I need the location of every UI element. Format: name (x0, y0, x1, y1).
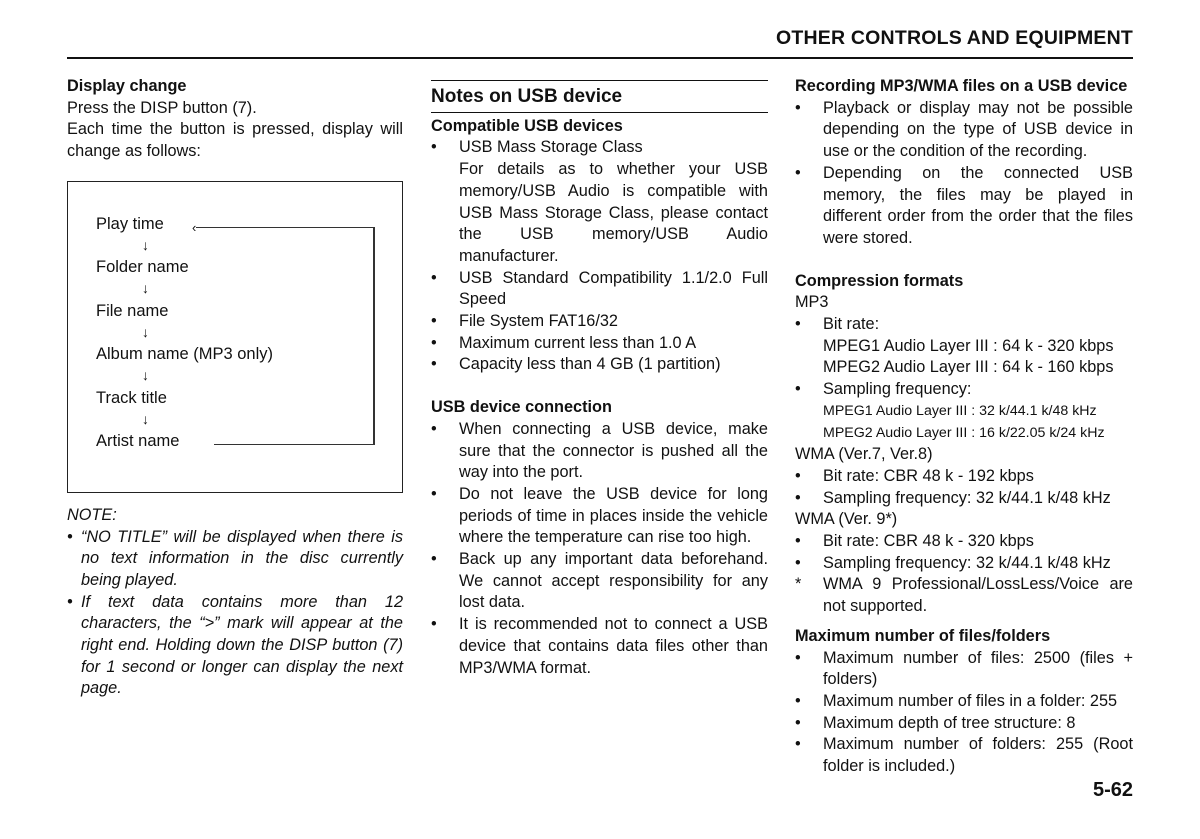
item-text: It is recommended not to connect a USB device that contains data files other than MP3/WMA format. (459, 615, 768, 677)
item-text: Depending on the connected USB memory, the files may be played in different order from the order that the files were stored. (823, 163, 1133, 247)
format-label: MP3 (795, 293, 829, 312)
list-item: • Sampling frequency: (795, 380, 972, 399)
diagram-item: Track title (96, 388, 167, 407)
list-item: • Maximum number of files in a folder: 255 (795, 691, 1118, 710)
display-cycle-diagram (67, 181, 403, 493)
paragraph: For details as to whether your USB memory/USB Audio is compatible with USB Mass Storage Class, please contact the USB memory/USB Audio manufacturer. (459, 160, 768, 265)
item-text: Playback or display may not be possible depending on the type of USB device in use or the condition of the recording. (823, 98, 1133, 161)
note-text: If text data contains more than 12 characters, the “>” mark will appear at the right end. Holding down the DISP button (7) for 1 second or longer can display the next page. (81, 592, 403, 698)
diagram-item: Artist name (96, 431, 180, 450)
spec-line: MPEG2 Audio Layer III : 16 k/22.05 k/24 kHz (823, 424, 1105, 441)
loop-line (214, 444, 374, 446)
item-text: USB Mass Storage Class (459, 138, 643, 157)
item-text: Bit rate: CBR 48 k - 192 kbps (823, 466, 1034, 485)
spec-line: MPEG1 Audio Layer III : 32 k/44.1 k/48 kHz (823, 402, 1097, 419)
loop-line (196, 227, 374, 228)
format-label: WMA (Ver. 9*) (795, 510, 898, 529)
item-text: USB Standard Compatibility 1.1/2.0 Full Speed (459, 268, 768, 309)
item-text: Bit rate: CBR 48 k - 320 kbps (823, 532, 1034, 551)
list-item: • Sampling frequency: 32 k/44.1 k/48 kHz (795, 553, 1111, 572)
compatible-heading: Compatible USB devices (431, 116, 623, 135)
note (67, 505, 403, 700)
list-item: • Maximum depth of tree structure: 8 (795, 713, 1076, 732)
list-item: • Depending on the connected USB memory, the files may be played in different order from the order that the files were stored. (795, 163, 1133, 247)
list-item: • When connecting a USB device, make sure that the connector is pushed all the way into the port. (431, 419, 768, 482)
arrow-down-icon: ↓ (142, 279, 149, 296)
list-item: • Capacity less than 4 GB (1 partition) (431, 355, 721, 374)
note-item: • “NO TITLE” will be displayed when there is no text information in the disc currently being played. (67, 527, 403, 589)
item-text: Back up any important data beforehand. We cannot accept responsibility for any lost data. (459, 550, 768, 612)
loop-line (373, 227, 375, 445)
item-text: Maximum number of files in a folder: 255 (823, 691, 1118, 710)
list-item: • File System FAT16/32 (431, 312, 618, 331)
note-item: • If text data contains more than 12 characters, the “>” mark will appear at the right end. Holding down the DISP button (7) for 1 second or longer can display the next page. (67, 592, 403, 698)
item-text: Bit rate: (823, 315, 880, 334)
item-text: Sampling frequency: 32 k/44.1 k/48 kHz (823, 488, 1111, 507)
list-item: • Sampling frequency: 32 k/44.1 k/48 kHz (795, 488, 1111, 507)
list-item: • Maximum number of files: 2500 (files + folders) (795, 648, 1133, 689)
item-text: Capacity less than 4 GB (1 partition) (459, 355, 721, 374)
footnote: * WMA 9 Professional/LossLess/Voice are not supported. (795, 575, 1133, 616)
list-item: • Bit rate: CBR 48 k - 192 kbps (795, 466, 1034, 485)
item-text: Do not leave the USB device for long periods of time in places inside the vehicle where the temperature can rise too high. (459, 484, 768, 547)
arrow-down-icon: ↓ (142, 236, 149, 253)
middle-column (431, 80, 768, 679)
arrow-down-icon: ↓ (142, 323, 149, 340)
left-column (67, 76, 403, 700)
arrow-down-icon: ↓ (142, 410, 149, 427)
list-item: • It is recommended not to connect a USB device that contains data files other than MP3/WMA format. (431, 615, 768, 677)
item-text: File System FAT16/32 (459, 312, 618, 331)
item-text: WMA 9 Professional/LossLess/Voice are not supported. (823, 575, 1133, 616)
page-number: 5-62 (1092, 779, 1133, 801)
list-item: • Bit rate: CBR 48 k - 320 kbps (795, 532, 1034, 551)
display-change-heading: Display change (67, 77, 187, 95)
max-files-heading: Maximum number of files/folders (795, 626, 1051, 645)
item-text: Sampling frequency: (823, 380, 972, 399)
diagram-item: Album name (MP3 only) (96, 344, 273, 363)
spec-line: MPEG1 Audio Layer III : 64 k - 320 kbps (823, 336, 1114, 355)
header-rule (67, 57, 1133, 59)
arrow-down-icon: ↓ (142, 366, 149, 383)
right-column (795, 76, 1133, 778)
arrow-left-icon: ‹ (192, 219, 197, 235)
compression-heading: Compression formats (795, 271, 964, 290)
diagram-item: File name (96, 301, 169, 320)
paragraph: Press the DISP button (7). (67, 98, 257, 117)
list-item: • Playback or display may not be possible depending on the type of USB device in use or the condition of the recording. (795, 98, 1133, 161)
item-text: Sampling frequency: 32 k/44.1 k/48 kHz (823, 553, 1111, 572)
spec-line: MPEG2 Audio Layer III : 64 k - 160 kbps (823, 358, 1114, 377)
section-header: OTHER CONTROLS AND EQUIPMENT (776, 27, 1133, 49)
list-item: • Maximum number of folders: 255 (Root folder is included.) (795, 735, 1133, 776)
list-item: • USB Standard Compatibility 1.1/2.0 Full Speed (431, 268, 768, 309)
list-item: • Do not leave the USB device for long periods of time in places inside the vehicle where the temperature can rise too high. (431, 484, 768, 547)
diagram-item: Folder name (96, 257, 189, 276)
recording-heading: Recording MP3/WMA files on a USB device (795, 77, 1128, 95)
paragraph: Each time the button is pressed, display will change as follows: (67, 120, 403, 161)
diagram-item: Play time (96, 214, 164, 233)
list-item: • Maximum current less than 1.0 A (431, 333, 697, 352)
list-item: • Back up any important data beforehand. We cannot accept responsibility for any lost data. (431, 550, 768, 612)
connection-heading: USB device connection (431, 398, 612, 417)
item-text: Maximum current less than 1.0 A (459, 333, 697, 352)
item-text: When connecting a USB device, make sure that the connector is pushed all the way into the port. (459, 419, 768, 482)
item-text: Maximum number of folders: 255 (Root folder is included.) (823, 735, 1133, 776)
item-text: Maximum number of files: 2500 (files + folders) (823, 648, 1133, 689)
item-text: Maximum depth of tree structure: 8 (823, 713, 1076, 732)
usb-notes-title: Notes on USB device (431, 80, 768, 113)
list-item: • Bit rate: (795, 315, 880, 334)
note-text: “NO TITLE” will be displayed when there is no text information in the disc currently being played. (81, 527, 403, 589)
list-item: • USB Mass Storage Class (431, 138, 643, 157)
note-label: NOTE: (67, 505, 117, 524)
format-label: WMA (Ver.7, Ver.8) (795, 445, 933, 464)
